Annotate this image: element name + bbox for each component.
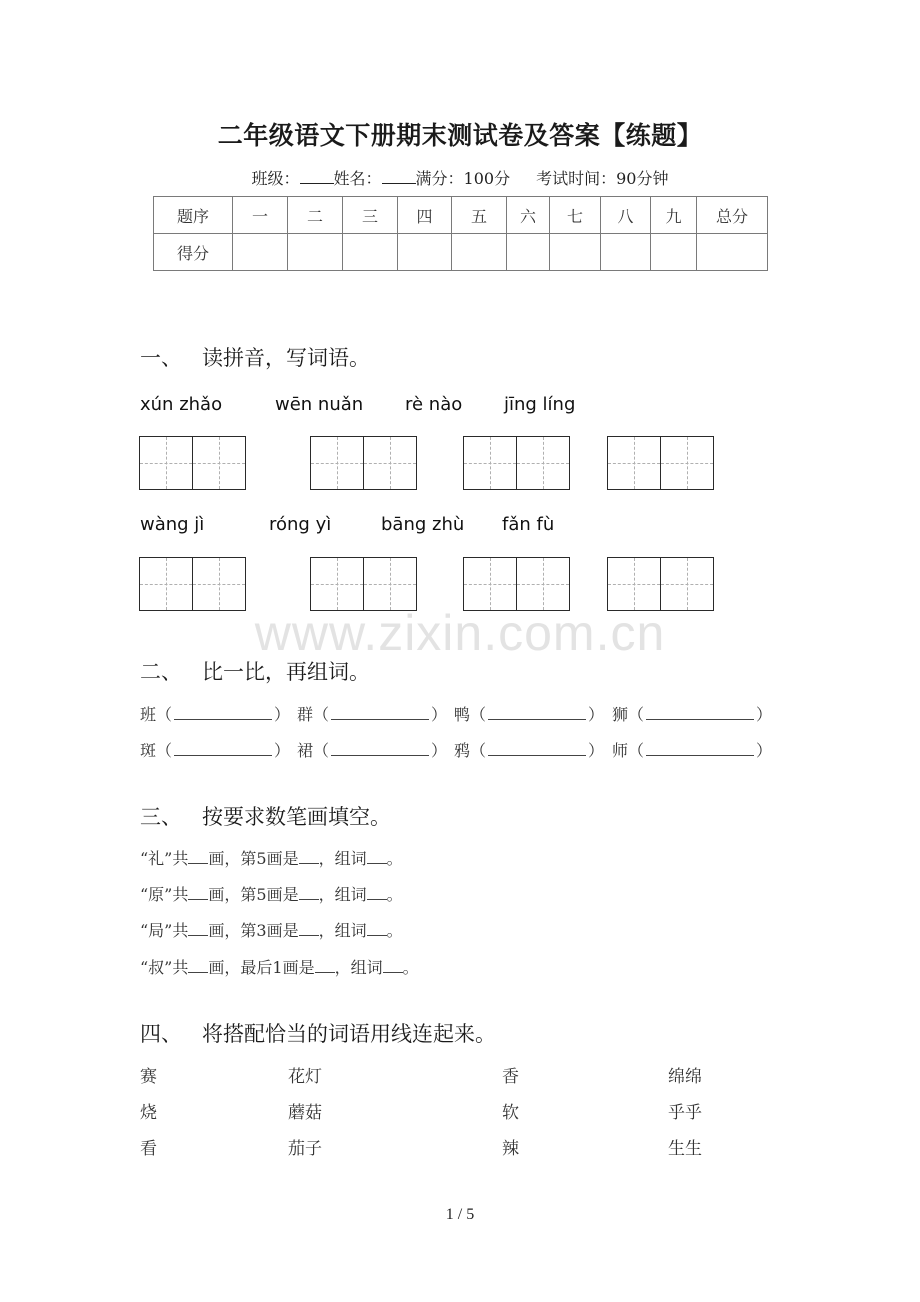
score-input-cell[interactable]	[507, 234, 550, 271]
section-title: 比一比，再组词。	[202, 660, 370, 684]
stroke-question: “原”共 画，第5画是 ，组词 。	[140, 885, 403, 904]
pinyin-row-1	[140, 394, 840, 418]
table-cell: 五	[452, 197, 507, 234]
answer-blank[interactable]	[331, 742, 429, 756]
name-blank[interactable]	[382, 170, 416, 184]
compare-item: 群（ ）	[297, 705, 448, 724]
table-cell: 三	[343, 197, 398, 234]
score-input-cell[interactable]	[601, 234, 651, 271]
pinyin-word: wàng jì	[140, 514, 205, 535]
pinyin-word: rè nào	[405, 394, 463, 415]
table-cell: 九	[651, 197, 697, 234]
match-word[interactable]: 乎乎	[668, 1103, 702, 1123]
section-3-heading	[140, 801, 391, 831]
answer-blank[interactable]	[299, 924, 319, 936]
match-word[interactable]: 看	[140, 1139, 157, 1159]
table-cell: 七	[550, 197, 601, 234]
section-number: 三、	[140, 805, 182, 829]
table-cell: 一	[233, 197, 288, 234]
pinyin-word: xún zhǎo	[140, 394, 223, 415]
compare-item: 班（ ）	[140, 705, 291, 724]
match-word[interactable]: 绵绵	[668, 1067, 702, 1087]
match-word[interactable]: 生生	[668, 1139, 702, 1159]
compare-row-1	[140, 702, 780, 724]
score-table	[153, 196, 768, 271]
table-cell: 得分	[154, 234, 233, 271]
score-table-header-row	[154, 197, 768, 234]
writing-grid[interactable]	[310, 436, 417, 490]
stroke-question: “礼”共 画，第5画是 ，组词 。	[140, 849, 403, 868]
answer-blank[interactable]	[188, 888, 208, 900]
match-word[interactable]: 软	[502, 1103, 519, 1123]
score-input-cell[interactable]	[288, 234, 343, 271]
answer-blank[interactable]	[646, 706, 754, 720]
table-cell: 题序	[154, 197, 233, 234]
compare-item: 裙（ ）	[297, 741, 448, 760]
score-input-cell[interactable]	[550, 234, 601, 271]
stroke-question: “局”共 画，第3画是 ，组词 。	[140, 921, 403, 940]
compare-row-2	[140, 738, 780, 760]
watermark: www.zixin.com.cn	[254, 605, 666, 661]
answer-blank[interactable]	[367, 852, 387, 864]
pinyin-word: bāng zhù	[381, 514, 465, 535]
table-cell: 二	[288, 197, 343, 234]
section-number: 四、	[140, 1022, 182, 1046]
table-cell: 四	[398, 197, 452, 234]
answer-blank[interactable]	[367, 888, 387, 900]
answer-blank[interactable]	[299, 852, 319, 864]
pinyin-word: jīng líng	[504, 394, 576, 415]
section-number: 一、	[140, 346, 182, 370]
writing-grid[interactable]	[463, 557, 570, 611]
writing-grid[interactable]	[139, 436, 246, 490]
section-number: 二、	[140, 660, 182, 684]
answer-blank[interactable]	[299, 888, 319, 900]
answer-blank[interactable]	[188, 961, 208, 973]
section-2-heading	[140, 656, 370, 686]
compare-item: 斑（ ）	[140, 741, 291, 760]
score-input-cell[interactable]	[697, 234, 768, 271]
answer-blank[interactable]	[488, 742, 586, 756]
score-input-cell[interactable]	[233, 234, 288, 271]
exam-info	[0, 166, 920, 189]
match-word[interactable]: 烧	[140, 1103, 157, 1123]
full-score: 满分：100分	[415, 169, 511, 188]
section-4-heading	[140, 1018, 496, 1048]
section-1-heading	[140, 342, 370, 372]
match-word[interactable]: 花灯	[288, 1067, 322, 1087]
answer-blank[interactable]	[188, 852, 208, 864]
match-word[interactable]: 赛	[140, 1067, 157, 1087]
table-cell: 总分	[697, 197, 768, 234]
writing-grid[interactable]	[607, 436, 714, 490]
writing-grid[interactable]	[310, 557, 417, 611]
pinyin-word: fǎn fù	[502, 514, 555, 535]
writing-grid[interactable]	[607, 557, 714, 611]
pinyin-row-2	[140, 514, 840, 538]
score-input-cell[interactable]	[398, 234, 452, 271]
answer-blank[interactable]	[383, 961, 403, 973]
section-title: 将搭配恰当的词语用线连起来。	[202, 1022, 496, 1046]
table-cell: 八	[601, 197, 651, 234]
answer-blank[interactable]	[188, 924, 208, 936]
answer-blank[interactable]	[315, 961, 335, 973]
answer-blank[interactable]	[488, 706, 586, 720]
answer-blank[interactable]	[331, 706, 429, 720]
table-cell: 六	[507, 197, 550, 234]
compare-item: 鸭（ ）	[454, 705, 605, 724]
class-blank[interactable]	[300, 170, 334, 184]
stroke-question: “叔”共 画，最后1画是 ，组词 。	[140, 958, 419, 977]
match-word[interactable]: 香	[502, 1067, 519, 1087]
section-title: 读拼音，写词语。	[202, 346, 370, 370]
pinyin-word: róng yì	[269, 514, 332, 535]
section-title: 按要求数笔画填空。	[202, 805, 391, 829]
score-input-cell[interactable]	[651, 234, 697, 271]
compare-item: 鸦（ ）	[454, 741, 605, 760]
page-number: 1 / 5	[445, 1206, 475, 1223]
writing-grid[interactable]	[463, 436, 570, 490]
compare-item: 狮（ ）	[612, 705, 773, 724]
answer-blank[interactable]	[174, 742, 272, 756]
answer-blank[interactable]	[367, 924, 387, 936]
match-word[interactable]: 蘑菇	[288, 1103, 322, 1123]
score-input-cell[interactable]	[343, 234, 398, 271]
answer-blank[interactable]	[174, 706, 272, 720]
exam-time: 考试时间：90分钟	[536, 169, 669, 188]
class-label: 班级：	[251, 169, 300, 188]
compare-item: 师（ ）	[612, 741, 773, 760]
page-title: 二年级语文下册期末测试卷及答案【练题】	[217, 121, 703, 150]
answer-blank[interactable]	[646, 742, 754, 756]
match-word[interactable]: 茄子	[288, 1139, 322, 1159]
name-label: 姓名：	[333, 169, 382, 188]
match-word[interactable]: 辣	[502, 1139, 519, 1159]
writing-grid[interactable]	[139, 557, 246, 611]
score-input-cell[interactable]	[452, 234, 507, 271]
score-table-score-row	[154, 234, 768, 271]
pinyin-word: wēn nuǎn	[275, 394, 364, 415]
